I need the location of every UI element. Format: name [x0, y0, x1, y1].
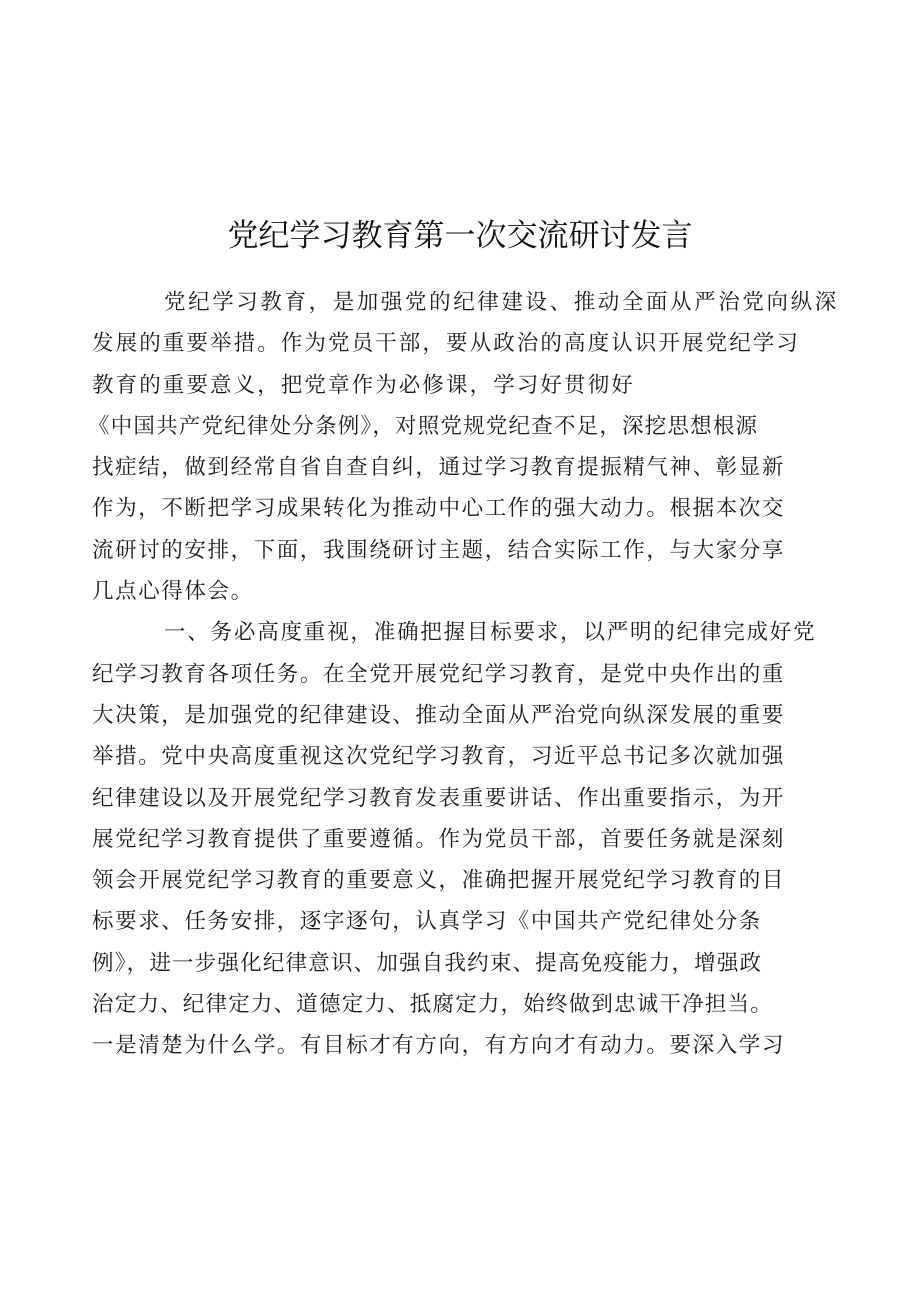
paragraph-line: 党纪学习教育，是加强党的纪律建设、推动全面从严治党向纵深	[164, 290, 839, 315]
paragraph-line: 作为，不断把学习成果转化为推动中心工作的强大动力。根据本次交	[92, 496, 786, 522]
paragraph-line: 《中国共产党纪律处分条例》，对照党规党纪查不足，深挖思想根源	[88, 413, 759, 439]
paragraph-line: 纪学习教育各项任务。在全党开展党纪学习教育，是党中央作出的重	[92, 661, 786, 687]
document-title: 党纪学习教育第一次交流研讨发言	[227, 218, 693, 254]
paragraph-line: 展党纪学习教育提供了重要遵循。作为党员干部，首要任务就是深刻	[92, 826, 786, 852]
paragraph-line: 举措。党中央高度重视这次党纪学习教育，习近平总书记多次就加强	[92, 744, 786, 770]
paragraph-line: 大决策，是加强党的纪律建设、推动全面从严治党向纵深发展的重要	[92, 702, 786, 728]
paragraph-line: 一、务必高度重视，准确把握目标要求，以严明的纪律完成好党	[164, 620, 817, 646]
paragraph-line: 几点心得体会。	[92, 579, 254, 605]
paragraph-line: 发展的重要举措。作为党员干部，要从政治的高度认识开展党纪学习	[92, 331, 801, 357]
paragraph-line: 找症结，做到经常自省自查自纠，通过学习教育提振精气神、彰显新	[92, 455, 786, 481]
paragraph-line: 治定力、纪律定力、道德定力、抵腐定力，始终做到忠诚干净担当。	[92, 992, 774, 1018]
paragraph-line: 标要求、任务安排，逐字逐句，认真学习《中国共产党纪律处分条	[92, 909, 762, 935]
paragraph-line: 流研讨的安排，下面，我围绕研讨主题，结合实际工作，与大家分享	[92, 537, 786, 563]
paragraph-line: 一是清楚为什么学。有目标才有方向，有方向才有动力。要深入学习	[92, 1033, 786, 1059]
paragraph-line: 纪律建设以及开展党纪学习教育发表重要讲话、作出重要指示，为开	[92, 785, 786, 811]
paragraph-line: 例》，进一步强化纪律意识、加强自我约束、提高免疫能力，增强政	[92, 950, 763, 976]
document-body	[88, 282, 839, 1067]
paragraph-line: 领会开展党纪学习教育的重要意义，准确把握开展党纪学习教育的目	[92, 868, 786, 894]
paragraph-line: 教育的重要意义，把党章作为必修课，学习好贯彻好	[92, 372, 635, 398]
